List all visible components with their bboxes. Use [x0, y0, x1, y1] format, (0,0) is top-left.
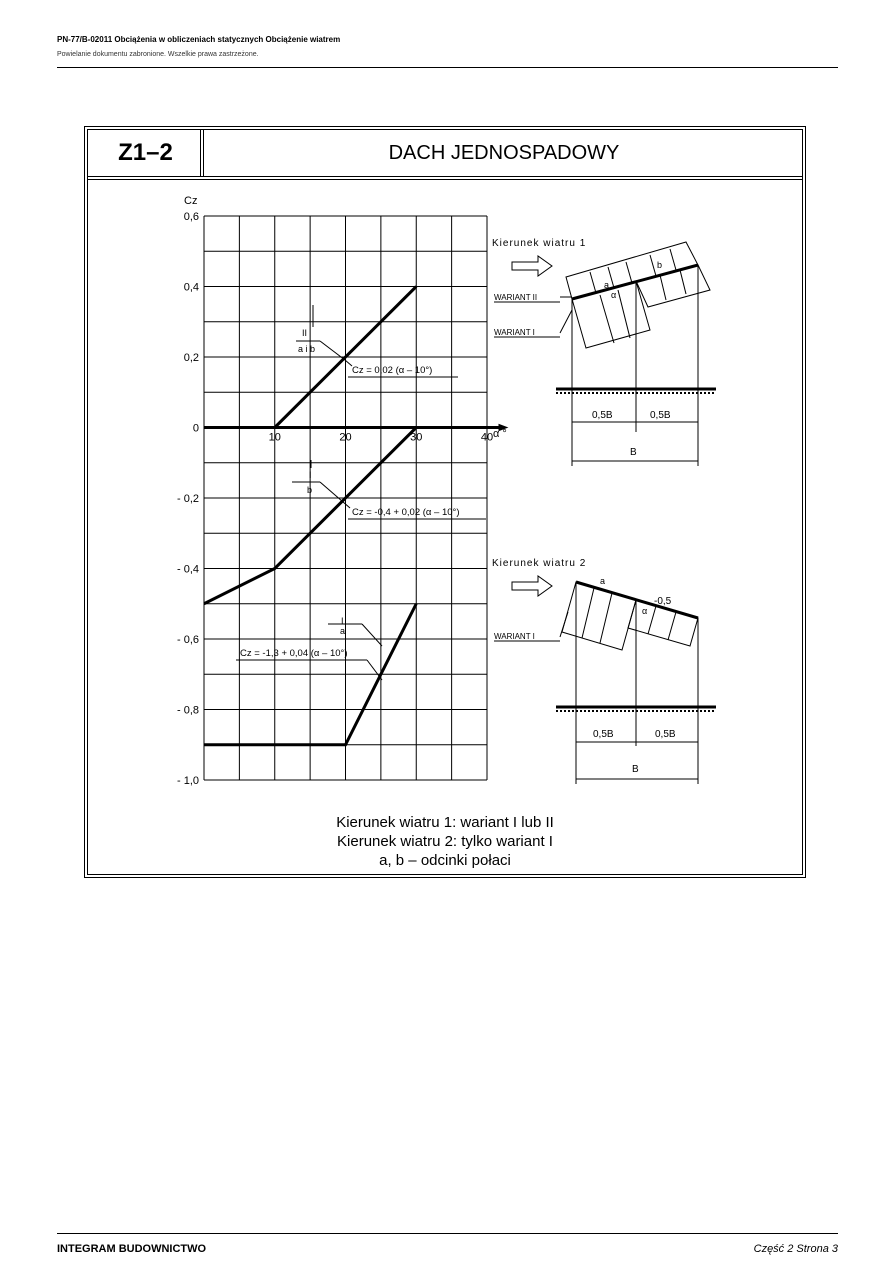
segment-a-label-2: a	[600, 576, 606, 586]
full-width-1: B	[630, 447, 637, 458]
panel-code: Z1–2	[88, 130, 204, 176]
series-ii-label-top: II	[302, 328, 308, 338]
y-tick-label: 0,4	[183, 281, 199, 294]
series-ib-label-top: I	[309, 470, 312, 480]
y-tick-labels	[177, 211, 199, 787]
series-ii-formula: Cz = 0,02 (α – 10°)	[352, 365, 433, 376]
y-tick-label: 0,6	[183, 211, 199, 223]
document-header-title: PN-77/B-02011 Obciążenia w obliczeniach statycznych Obciążenie wiatrem	[57, 35, 341, 44]
half-width-right-1: 0,5B	[650, 410, 671, 421]
y-tick-label: - 0,8	[176, 704, 199, 717]
variant-i-label-2: WARIANT I	[494, 632, 535, 641]
series-ii-label-bottom: a i b	[298, 344, 316, 354]
x-tick-label: 20	[339, 431, 352, 444]
half-width-right-2: 0,5B	[655, 729, 676, 740]
segment-a-label-1: a	[604, 280, 610, 290]
footer-page-info: Część 2 Strona 3	[753, 1243, 838, 1255]
chart-grid	[204, 216, 507, 780]
wind-direction-1-label: Kierunek wiatru 1	[492, 238, 587, 249]
series-ia-label-top: I	[341, 616, 344, 626]
half-width-left-1: 0,5B	[592, 410, 613, 421]
half-width-left-2: 0,5B	[593, 729, 614, 740]
wind-arrow-2-icon	[512, 576, 552, 596]
figure-notes	[84, 813, 806, 870]
series-ib-formula: Cz = -0,4 + 0,02 (α – 10°)	[352, 507, 460, 518]
wind-direction-2-label: Kierunek wiatru 2	[492, 558, 587, 569]
y-tick-label: - 0,6	[176, 634, 199, 646]
footer-divider	[57, 1233, 838, 1234]
y-tick-label: - 1,0	[176, 775, 199, 787]
series-ib-annotation	[292, 460, 486, 519]
wind-direction-2-diagram	[492, 558, 716, 784]
full-width-2: B	[632, 764, 639, 775]
note-line-2: Kierunek wiatru 2: tylko wariant I	[337, 833, 553, 850]
variant-i-label-1: WARIANT I	[494, 328, 535, 337]
variant-ii-label: WARIANT II	[494, 293, 538, 302]
wind-arrow-1-icon	[512, 256, 552, 276]
note-line-3: a, b – odcinki połaci	[379, 852, 511, 869]
series-ia-label-bottom: a	[340, 626, 346, 636]
y-axis-label: Cz	[184, 195, 198, 207]
series-ia-formula: Cz = -1,3 + 0,04 (α – 10°)	[240, 648, 348, 659]
panel-title: DACH JEDNOSPADOWY	[388, 141, 620, 164]
alpha-label-2: α	[642, 606, 648, 616]
series-ib-label-bottom: b	[307, 485, 313, 495]
y-tick-label: 0,2	[183, 352, 199, 364]
x-tick-label: 30	[410, 431, 423, 444]
y-tick-label: 0	[192, 422, 199, 435]
x-tick-label: 40	[480, 431, 494, 444]
series-ia-annotation	[236, 616, 382, 680]
x-tick-label: 10	[268, 431, 281, 444]
note-line-1: Kierunek wiatru 1: wariant I lub II	[336, 814, 554, 831]
alpha-label-1: α	[611, 290, 617, 300]
document-header-subtitle: Powielanie dokumentu zabronione. Wszelkie prawa zastrzeżone.	[57, 51, 259, 58]
y-tick-label: - 0,2	[176, 493, 199, 505]
footer-publisher: INTEGRAM BUDOWNICTWO	[57, 1243, 207, 1255]
segment-b-label-1: b	[657, 260, 663, 270]
y-tick-label: - 0,4	[176, 563, 199, 576]
pressure-value-2: -0,5	[654, 596, 672, 607]
series-ii-annotation	[296, 305, 458, 377]
x-axis-label: α °	[493, 428, 507, 440]
wind-direction-1-diagram	[492, 238, 716, 466]
